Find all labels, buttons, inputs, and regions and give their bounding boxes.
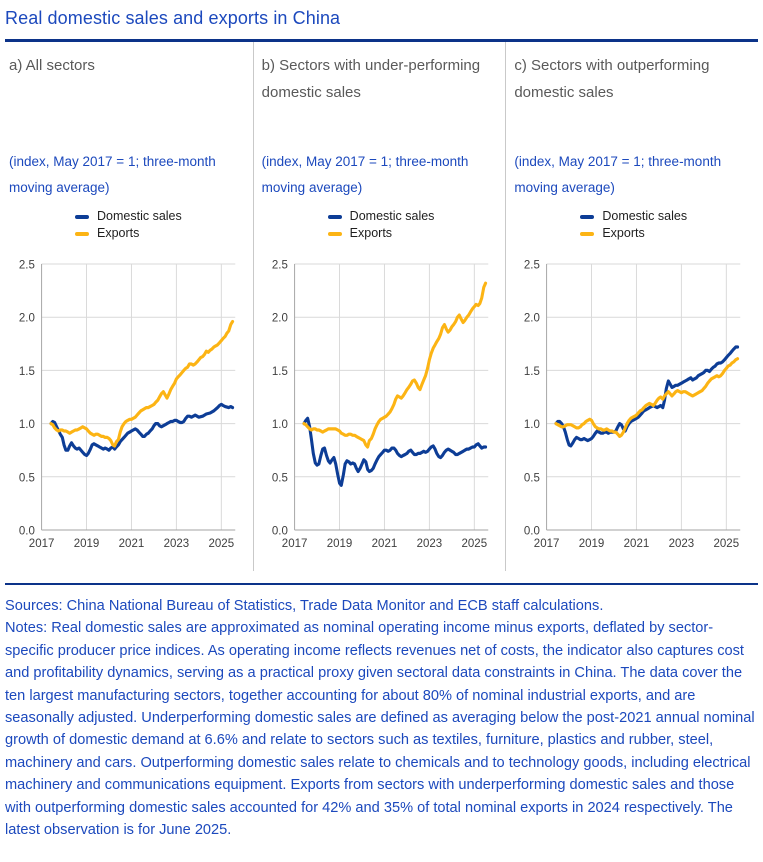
svg-text:2021: 2021 <box>371 536 397 551</box>
svg-text:2019: 2019 <box>326 536 352 551</box>
svg-text:1.0: 1.0 <box>18 417 35 432</box>
svg-text:0.0: 0.0 <box>18 524 35 538</box>
svg-text:2.5: 2.5 <box>18 258 35 272</box>
svg-text:2.0: 2.0 <box>271 311 288 325</box>
svg-text:1.0: 1.0 <box>524 417 541 432</box>
svg-text:2021: 2021 <box>118 536 145 551</box>
line-chart-outperforming <box>514 250 754 555</box>
legend-item-domestic-sales <box>580 208 754 225</box>
svg-text:2017: 2017 <box>28 536 55 551</box>
svg-text:0.5: 0.5 <box>271 471 288 485</box>
svg-text:1.5: 1.5 <box>524 364 541 378</box>
legend-item-exports <box>75 225 249 242</box>
legend <box>514 208 754 242</box>
svg-text:2017: 2017 <box>281 536 308 551</box>
page-title: Real domestic sales and exports in China <box>5 8 341 28</box>
footer-rule <box>5 583 758 585</box>
legend-exports-label: Exports <box>97 226 140 240</box>
svg-text:2023: 2023 <box>163 536 190 551</box>
panel-subtitle: (index, May 2017 = 1; three-month moving average) <box>9 154 216 195</box>
panel-title: b) Sectors with under-performing domestic sales <box>261 57 481 101</box>
svg-text:2023: 2023 <box>416 536 442 551</box>
panel-subtitle: (index, May 2017 = 1; three-month moving average) <box>261 154 469 195</box>
svg-text:2023: 2023 <box>668 536 695 551</box>
legend-item-exports <box>580 225 754 242</box>
domestic-sales-swatch <box>580 215 594 219</box>
svg-text:2017: 2017 <box>534 536 560 551</box>
svg-text:2019: 2019 <box>73 536 100 551</box>
svg-text:2025: 2025 <box>713 536 740 551</box>
svg-text:2.0: 2.0 <box>18 311 35 325</box>
legend-domestic-label: Domestic sales <box>602 209 688 223</box>
exports-swatch <box>580 232 594 236</box>
figure <box>0 8 763 841</box>
domestic-sales-swatch <box>328 215 342 219</box>
svg-text:2025: 2025 <box>208 536 235 551</box>
svg-text:2.5: 2.5 <box>271 258 288 272</box>
legend-domestic-label: Domestic sales <box>349 209 435 223</box>
svg-text:2019: 2019 <box>579 536 605 551</box>
legend <box>9 208 249 242</box>
line-chart-all-sectors <box>9 250 249 555</box>
legend-item-domestic-sales <box>75 208 249 225</box>
exports-swatch <box>75 232 89 236</box>
legend <box>262 208 502 242</box>
legend-item-domestic-sales <box>328 208 502 225</box>
svg-text:2.5: 2.5 <box>524 258 541 272</box>
svg-text:2.0: 2.0 <box>524 311 541 325</box>
notes-text: Notes: Real domestic sales are approximated as nominal operating income minus exports, deflated by sector-specific producer price indices. As operating income reflects revenues net of costs, the indicator also captures cost and profitability dynamics, serving as a practical proxy given sectoral data constraints in China. The data cover the ten largest manufacturing sectors, together accounting for about 80% of nominal industrial exports, and are seasonally adjusted. Underperforming domestic sales are defined as averaging below the post-2021 annual nominal growth of domestic demand at 6.6% and relate to sectors such as textiles, furniture, plastics and rubber, steel, machinery and cars. Outperforming domestic sales relate to chemicals and to technology goods, including electrical machinery and communications equipment. Exports from sectors with underperforming domestic sales and those with outperforming domestic sales accounted for 42% and 35% of total nominal exports in 2024 respectively. The latest observation is for June 2025. <box>5 620 755 839</box>
panel-title: a) All sectors <box>9 57 95 74</box>
svg-text:2025: 2025 <box>461 536 487 551</box>
svg-text:1.5: 1.5 <box>271 364 288 378</box>
svg-text:0.5: 0.5 <box>524 471 541 485</box>
panel-title: c) Sectors with outperforming domestic sales <box>514 57 710 101</box>
svg-text:0.0: 0.0 <box>271 524 288 538</box>
legend-domestic-label: Domestic sales <box>97 209 182 223</box>
panel-c <box>505 42 758 571</box>
panels-row <box>5 42 758 571</box>
legend-exports-label: Exports <box>349 226 393 240</box>
svg-text:0.0: 0.0 <box>524 524 541 538</box>
legend-item-exports <box>328 225 502 242</box>
panel-b <box>253 42 506 571</box>
exports-swatch <box>328 232 342 236</box>
legend-exports-label: Exports <box>602 226 645 240</box>
svg-text:1.5: 1.5 <box>18 364 35 378</box>
line-chart-underperforming <box>262 250 502 555</box>
domestic-sales-swatch <box>75 215 89 219</box>
panel-subtitle: (index, May 2017 = 1; three-month moving average) <box>514 154 722 195</box>
svg-text:0.5: 0.5 <box>18 471 35 485</box>
svg-text:1.0: 1.0 <box>271 417 288 432</box>
svg-text:2021: 2021 <box>624 536 650 551</box>
panel-a <box>5 42 253 571</box>
sources-text: Sources: China National Bureau of Statistics, Trade Data Monitor and ECB staff calculations. <box>5 598 604 614</box>
